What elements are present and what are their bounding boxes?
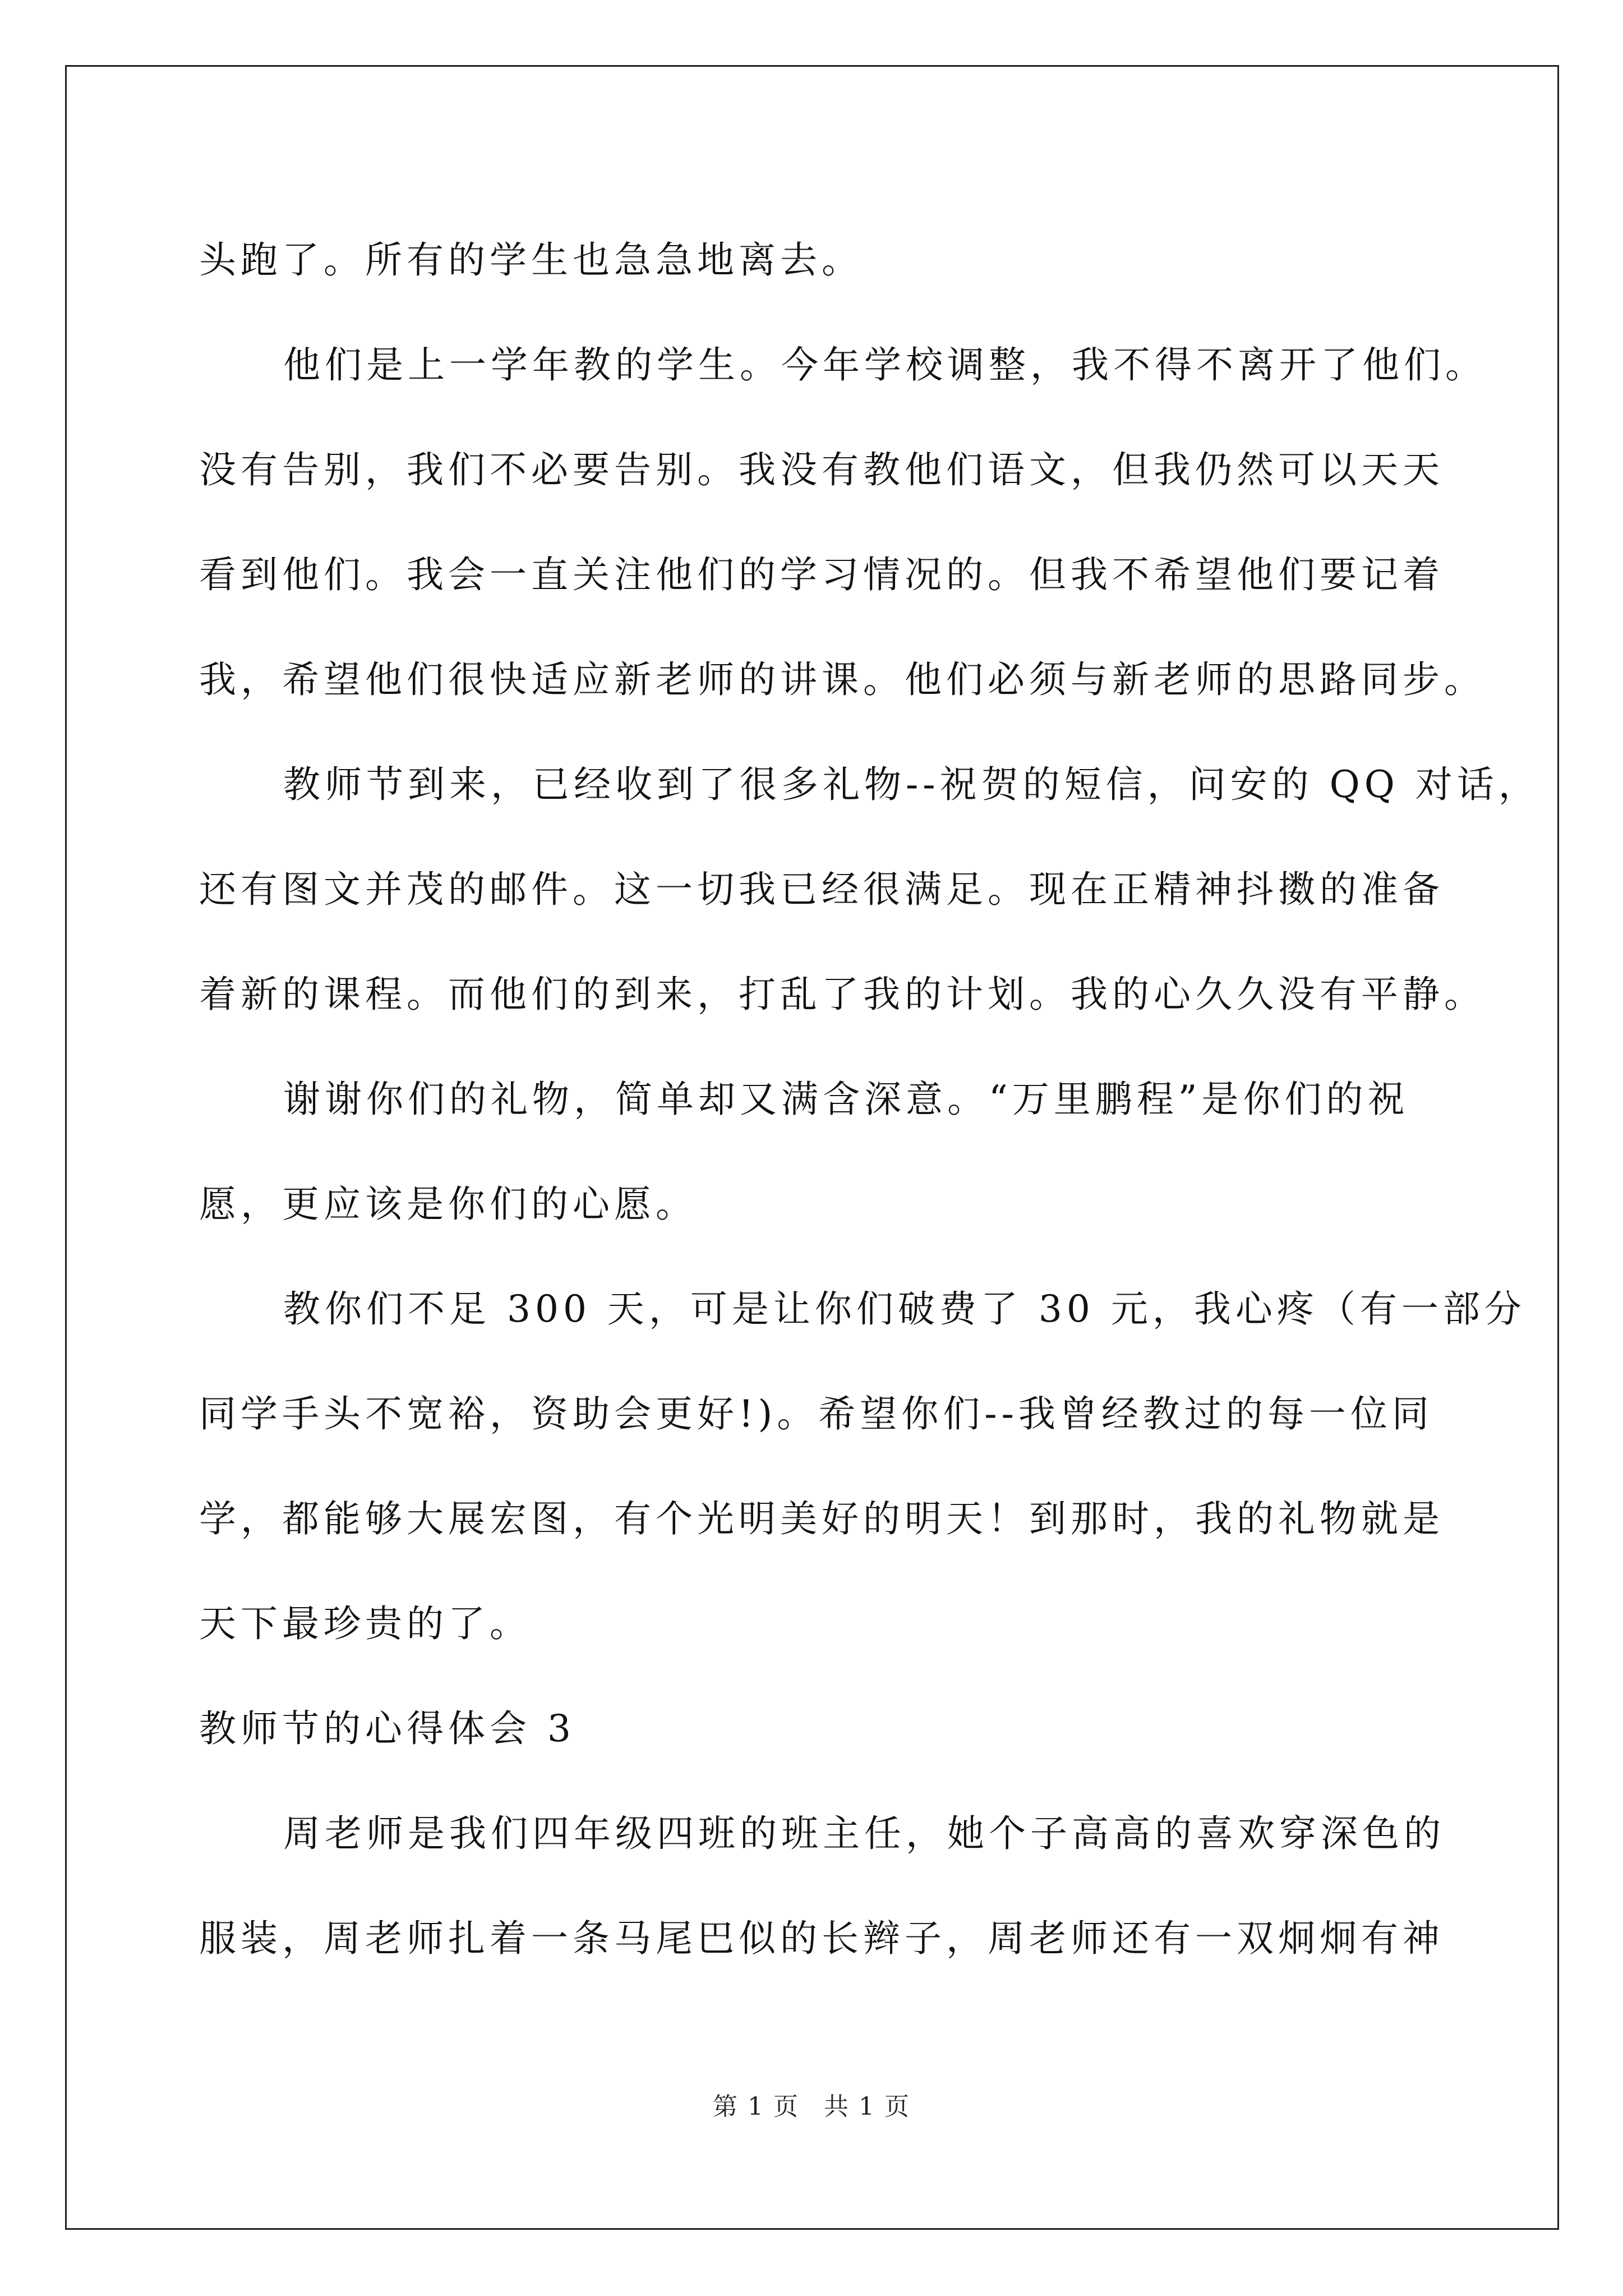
text-line: 他们是上一学年教的学生。今年学校调整，我不得不离开了他们。 (283, 343, 1487, 386)
text-line: 谢谢你们的礼物，简单却又满含深意。“万里鹏程”是你们的祝 (283, 1078, 1409, 1121)
text-line: 学，都能够大展宏图，有个光明美好的明天！到那时，我的礼物就是 (199, 1497, 1444, 1540)
text-line: 头跑了。所有的学生也急急地离去。 (199, 238, 863, 282)
text-line: 教你们不足 300 天，可是让你们破费了 30 元，我心疼（有一部分 (283, 1287, 1526, 1331)
page-footer (0, 2090, 1623, 2124)
text-line: 还有图文并茂的邮件。这一切我已经很满足。现在正精神抖擞的准备 (199, 868, 1444, 911)
text-line: 服装，周老师扎着一条马尾巴似的长辫子，周老师还有一双炯炯有神 (199, 1917, 1444, 1960)
text-line: 看到他们。我会一直关注他们的学习情况的。但我不希望他们要记着 (199, 553, 1444, 596)
text-line: 着新的课程。而他们的到来，打乱了我的计划。我的心久久没有平静。 (199, 973, 1486, 1016)
text-line: 周老师是我们四年级四班的班主任，她个子高高的喜欢穿深色的 (283, 1812, 1445, 1855)
text-line: 愿，更应该是你们的心愿。 (199, 1182, 697, 1226)
text-line: 教师节到来，已经收到了很多礼物--祝贺的短信，问安的 QQ 对话， (283, 763, 1540, 806)
text-line: 没有告别，我们不必要告别。我没有教他们语文，但我仍然可以天天 (199, 448, 1444, 491)
text-line: 天下最珍贵的了。 (199, 1602, 531, 1645)
text-line: 我，希望他们很快适应新老师的讲课。他们必须与新老师的思路同步。 (199, 658, 1486, 701)
document-body (199, 208, 1540, 1991)
text-line: 同学手头不宽裕，资助会更好!)。希望你们--我曾经教过的每一位同 (199, 1392, 1433, 1435)
section-heading: 教师节的心得体会 3 (199, 1707, 575, 1750)
page-total: 共 1 页 (824, 2092, 910, 2121)
page-number: 第 1 页 (713, 2092, 799, 2121)
